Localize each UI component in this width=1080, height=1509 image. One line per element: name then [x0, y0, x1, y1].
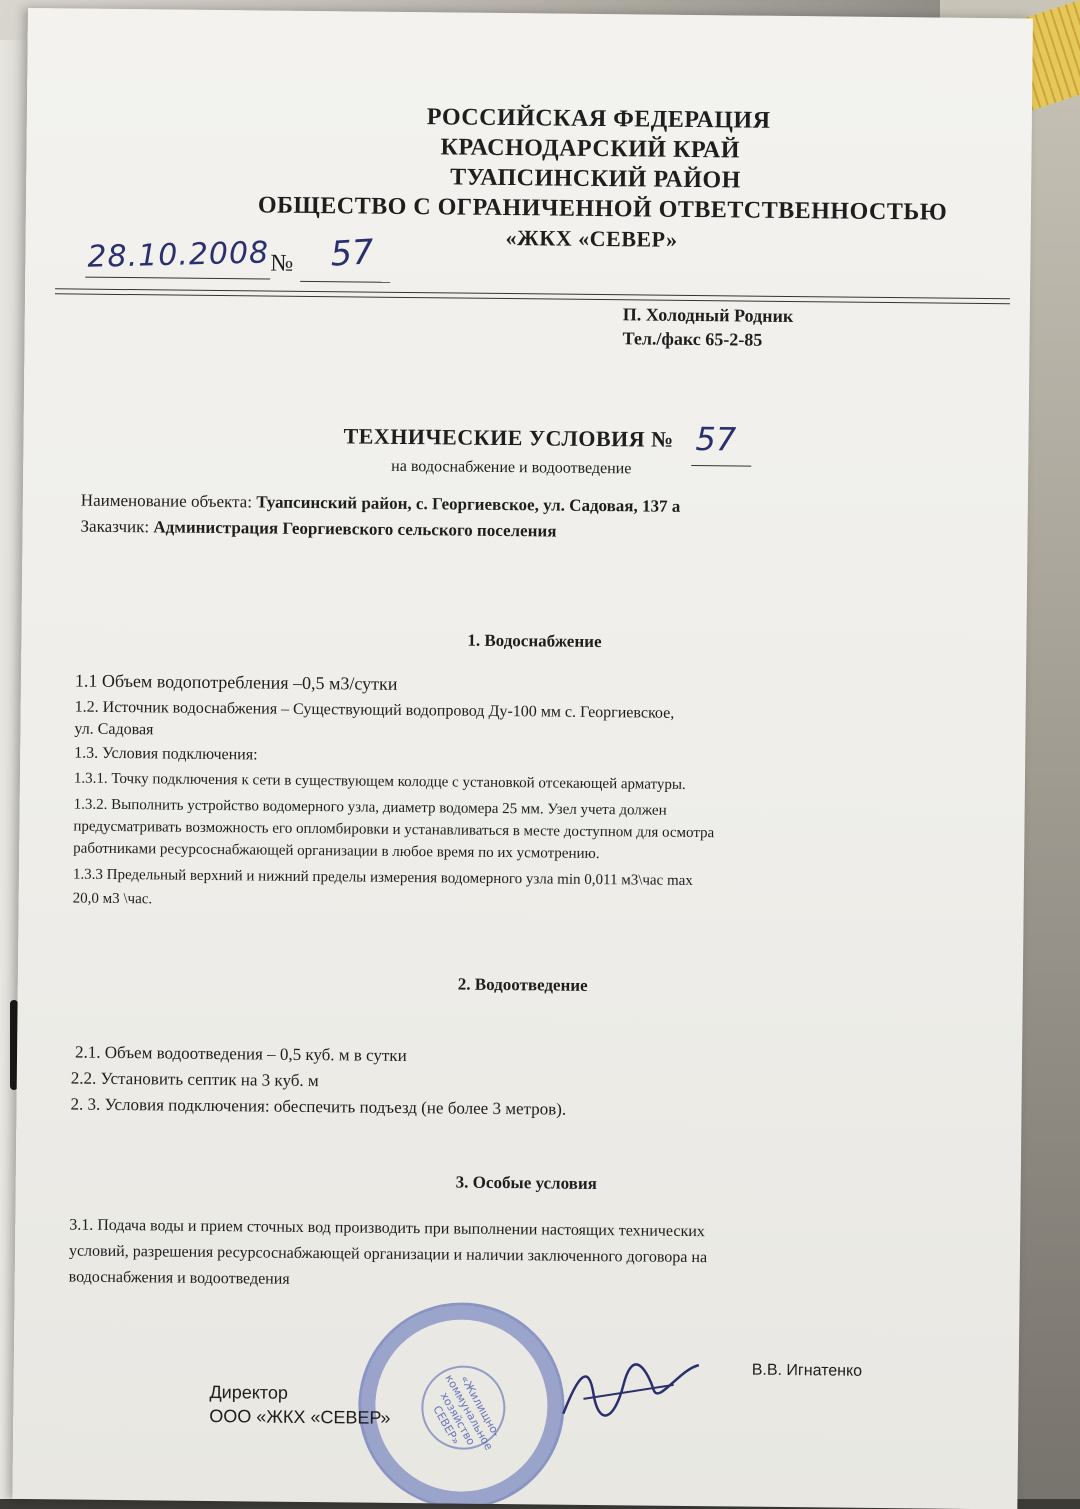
document-title: ТЕХНИЧЕСКИЕ УСЛОВИЯ № — [343, 423, 674, 452]
section1-p5b: предусматривать возможность его опломбировки и устанавливаться в месте доступном для осмотра — [73, 818, 715, 842]
section2-heading: 2. Водоотведение — [457, 974, 588, 995]
section3-heading: 3. Особые условия — [455, 1172, 597, 1194]
address-locality: П. Холодный Родник — [622, 304, 794, 327]
number-sign: № — [270, 250, 294, 277]
section1-p2b: ул. Садовая — [74, 720, 154, 739]
object-line — [81, 491, 681, 517]
registration-number: 57 — [329, 232, 375, 275]
document-subtitle: на водоснабжение и водоотведение — [391, 457, 632, 478]
section2-p3: 2. 3. Условия подключения: обеспечить подъезд (не более 3 метров). — [70, 1094, 567, 1119]
object-value: Туапсинский район, с. Георгиевское, ул. Садовая, 137 а — [256, 492, 681, 516]
section1-p6b: 20,0 м3 \час. — [72, 890, 153, 908]
header-company-type: ОБЩЕСТВО С ОГРАНИЧЕННОЙ ОТВЕТСТВЕННОСТЬЮ — [257, 192, 948, 226]
header-company-name: «ЖКХ «СЕВЕР» — [505, 225, 678, 252]
number-underline — [300, 281, 390, 283]
title-number-underline — [691, 465, 751, 467]
section3-p1b: условий, разрешения ресурсоснабжающей организации и наличии заключенного договора на — [68, 1242, 708, 1267]
header-divider — [55, 288, 1010, 304]
section1-p1: 1.1 Объем водопотребления –0,5 м3/сутки — [74, 670, 398, 694]
section1-heading: 1. Водоснабжение — [467, 630, 602, 652]
document-number: 57 — [695, 420, 737, 459]
director-role: Директор — [209, 1381, 289, 1403]
stamp-text: «Жилищно-коммунальное хозяйство СЕВЕР» — [430, 1372, 503, 1453]
section1-p3: 1.3. Условия подключения: — [74, 744, 258, 764]
customer-line — [80, 517, 556, 542]
section1-p5c: работниками ресурсоснабжающей организации в любое время по их усмотрению. — [73, 840, 600, 863]
section3-p1a: 3.1. Подача воды и прием сточных вод производить при выполнении настоящих технических — [69, 1216, 705, 1241]
section1-p4: 1.3.1. Точку подключения к сети в существующем колодце с установкой отсекающей арматуры. — [73, 770, 686, 793]
registration-date: 28.10.2008 — [87, 235, 270, 275]
section1-p6a: 1.3.3 Предельный верхний и нижний пределы измерения водомерного узла min 0,011 м3\час max — [72, 866, 693, 890]
section1-p2a: 1.2. Источник водоснабжения – Существующий водопровод Ду-100 мм с. Георгиевское, — [74, 698, 675, 722]
header-region: КРАСНОДАРСКИЙ КРАЙ — [440, 134, 741, 164]
document-sheet — [12, 8, 1033, 1509]
address-phone: Тел./факс 65-2-85 — [622, 328, 763, 350]
section3-p1c: водоснабжения и водоотведения — [68, 1268, 290, 1288]
director-org: ООО «ЖКХ «СЕВЕР» — [209, 1405, 391, 1428]
section1-p5a: 1.3.2. Выполнить устройство водомерного узла, диаметр водомера 25 мм. Узел учета должен — [73, 796, 667, 819]
customer-value: Администрация Георгиевского сельского поселения — [153, 517, 557, 541]
director-name: В.В. Игнатенко — [751, 1361, 863, 1380]
header-district: ТУАПСИНСКИЙ РАЙОН — [450, 164, 741, 194]
customer-label: Заказчик: — [80, 516, 150, 537]
director-signature — [553, 1354, 704, 1426]
section2-p1: 2.1. Объем водоотведения – 0,5 куб. м в сутки — [74, 1042, 407, 1066]
header-country: РОССИЙСКАЯ ФЕДЕРАЦИЯ — [426, 104, 771, 134]
section2-p2: 2.2. Установить септик на 3 куб. м — [70, 1068, 319, 1091]
object-label: Наименование объекта: — [80, 490, 253, 512]
date-underline — [85, 277, 270, 280]
company-stamp — [357, 1302, 565, 1509]
